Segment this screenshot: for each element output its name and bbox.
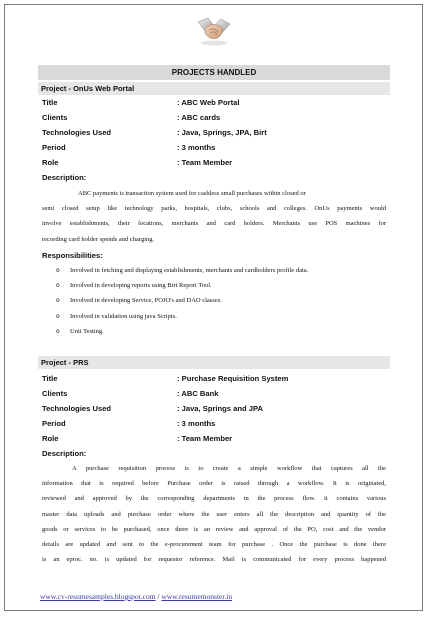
field-label: Title — [42, 98, 58, 107]
field-label: Role — [42, 434, 59, 443]
field-label: Clients — [42, 113, 68, 122]
description-heading: Description: — [42, 173, 87, 182]
field-value: : Team Member — [177, 158, 233, 167]
field-label: Role — [42, 158, 59, 167]
bullet-icon: o — [56, 297, 60, 304]
description-line: ABC payments is transaction system used for cashless small purchases within closed or — [78, 190, 306, 197]
field-label: Clients — [42, 389, 68, 398]
field-value: : Java, Springs, JPA, Birt — [177, 128, 267, 137]
responsibilities-heading: Responsibilities: — [42, 251, 103, 260]
description-paragraph — [42, 461, 386, 567]
description-line: information that is required before Purchase order is raised through a workflow. It is originated, — [42, 480, 386, 488]
description-line: A purchase requisition process is to create a simple workflow that captures all the — [72, 465, 386, 472]
field-value: : 3 months — [177, 143, 216, 152]
bullet-icon: o — [56, 267, 60, 274]
field-value: : Java, Springs and JPA — [177, 404, 263, 413]
description-line: involve establishments, their locations, merchants and card holders. Merchants use POS machines for — [42, 220, 386, 228]
field-value: : ABC Bank — [177, 389, 219, 398]
field-value: : ABC cards — [177, 113, 221, 122]
field-value: : Purchase Requisition System — [177, 374, 289, 383]
responsibility-text: Involved in fetching and displaying establishments, merchants and cardholders profile data. — [70, 267, 309, 274]
field-row-technologies — [42, 402, 390, 415]
field-label: Title — [42, 374, 58, 383]
project-title-bar: Project - OnUs Web Portal — [38, 82, 390, 95]
responsibility-text: Involved in developing Service, POJO's and DAO classes. — [70, 297, 222, 304]
footer-separator: / — [155, 592, 162, 601]
description-line: semi closed setup like technology parks, hospitals, clubs, schools and colleges. OnUs payments would — [42, 205, 386, 213]
field-label: Period — [42, 143, 66, 152]
description-line: master data uploads and purchase order where the user enters all the description and quantity of the — [42, 510, 386, 518]
field-value: : ABC Web Portal — [177, 98, 240, 107]
project-title-bar: Project - PRS — [38, 356, 390, 369]
field-label: Technologies Used — [42, 128, 112, 137]
field-row-period — [42, 417, 390, 430]
description-line: details are updated and sent to the e-procurement team for purchase . Once the purchase is done there — [42, 540, 386, 548]
footer-links — [40, 592, 232, 601]
responsibility-text: Involved in developing reports using Birt Report Tool. — [70, 282, 212, 289]
description-line: is an eproc. no. is updated for requestor reference. Mail is communicated for every process happened — [42, 556, 386, 564]
field-row-role — [42, 156, 390, 169]
field-value: : Team Member — [177, 434, 233, 443]
bullet-icon: o — [56, 282, 60, 289]
description-heading: Description: — [42, 449, 87, 458]
cv-resumesamples-link[interactable]: www.cv-resumesamples.blogspot.com — [40, 592, 156, 601]
description-line: goods or services to be purchased, once there is an review and approval of the PO, cost and the vendor — [42, 525, 386, 533]
projects-handled-header: PROJECTS HANDLED — [38, 65, 390, 80]
field-row-clients — [42, 387, 390, 400]
field-label: Technologies Used — [42, 404, 112, 413]
field-row-title — [42, 372, 390, 385]
description-paragraph — [42, 186, 386, 247]
field-row-role — [42, 432, 390, 445]
field-label: Period — [42, 419, 66, 428]
responsibility-text: Unit Testing. — [70, 328, 104, 335]
handshake-icon — [196, 12, 232, 48]
bullet-icon: o — [56, 313, 60, 320]
field-row-technologies — [42, 126, 390, 139]
description-line: recording card holder spends and charging. — [42, 235, 155, 243]
description-line: reviewed and approved by the corresponding departments in the process flow. it contains various — [42, 495, 386, 503]
resumemonster-link[interactable]: www.resumemonster.in — [161, 592, 233, 601]
field-row-title — [42, 96, 390, 109]
responsibility-text: Involved in validation using java Scripts. — [70, 313, 177, 320]
field-row-clients — [42, 111, 390, 124]
field-value: : 3 months — [177, 419, 216, 428]
field-row-period — [42, 141, 390, 154]
bullet-icon: o — [56, 328, 60, 335]
